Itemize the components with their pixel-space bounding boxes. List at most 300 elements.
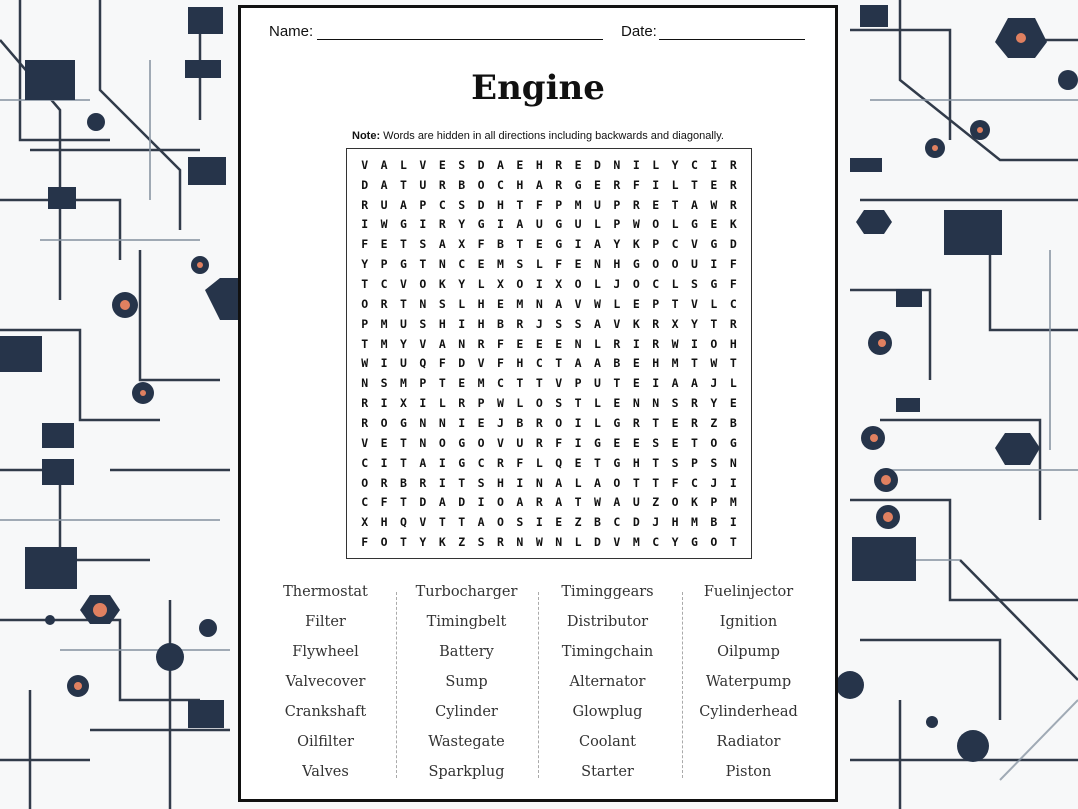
grid-letter: D: [477, 197, 485, 212]
grid-letter: F: [671, 475, 679, 490]
grid-letter: S: [419, 316, 427, 331]
grid-letter: N: [652, 396, 660, 411]
grid-letter: Y: [691, 316, 698, 331]
grid-letter: T: [691, 177, 698, 192]
word-list-item: Thermostat: [283, 584, 368, 600]
word-list-item: Valves: [302, 764, 349, 780]
grid-letter: E: [477, 257, 485, 272]
grid-letter: N: [361, 376, 369, 391]
word-list-item: Waterpump: [705, 674, 792, 690]
grid-letter: D: [361, 177, 369, 192]
grid-letter: I: [380, 455, 388, 470]
word-list-item: Glowplug: [572, 704, 643, 720]
grid-letter: Y: [613, 237, 621, 252]
grid-letter: T: [400, 435, 407, 450]
grid-letter: T: [458, 515, 466, 530]
grid-letter: Y: [458, 277, 466, 292]
grid-letter: I: [729, 475, 737, 490]
grid-letter: L: [574, 475, 582, 490]
grid-letter: G: [729, 435, 737, 450]
grid-letter: V: [419, 157, 427, 172]
grid-letter: O: [710, 336, 718, 351]
grid-letter: T: [710, 316, 718, 331]
grid-letter: I: [710, 257, 718, 272]
grid-letter: A: [419, 455, 427, 470]
grid-letter: I: [535, 277, 543, 292]
grid-letter: I: [458, 316, 466, 331]
grid-letter: B: [516, 415, 524, 430]
grid-letter: I: [380, 356, 388, 371]
grid-letter: A: [613, 495, 621, 510]
word-list-item: Wastegate: [428, 734, 505, 750]
grid-letter: Z: [710, 415, 718, 430]
grid-letter: O: [380, 415, 388, 430]
grid-letter: R: [632, 415, 640, 430]
grid-letter: P: [361, 316, 369, 331]
grid-letter: P: [613, 197, 621, 212]
grid-letter: R: [380, 296, 388, 311]
grid-letter: U: [574, 217, 582, 232]
grid-letter: K: [691, 495, 698, 510]
grid-letter: F: [380, 495, 388, 510]
grid-letter: P: [574, 376, 582, 391]
grid-letter: U: [400, 316, 407, 331]
grid-letter: U: [594, 376, 601, 391]
note-label: Note:: [352, 130, 381, 142]
grid-letter: A: [691, 197, 698, 212]
grid-letter: S: [458, 197, 466, 212]
grid-letter: N: [632, 396, 640, 411]
grid-letter: C: [691, 475, 698, 490]
grid-letter: G: [574, 177, 582, 192]
grid-letter: A: [555, 296, 563, 311]
grid-letter: L: [671, 217, 679, 232]
grid-letter: T: [400, 495, 407, 510]
grid-letter: B: [458, 177, 466, 192]
word-list-item: Filter: [305, 614, 346, 630]
grid-letter: L: [594, 277, 601, 292]
word-list-item: Valvecover: [285, 674, 366, 690]
grid-letter: E: [555, 515, 563, 530]
grid-letter: T: [516, 237, 524, 252]
grid-letter: J: [710, 376, 718, 391]
grid-letter: E: [652, 197, 660, 212]
grid-letter: R: [516, 316, 524, 331]
grid-letter: W: [594, 495, 601, 510]
word-list-item: Timingchain: [561, 644, 654, 660]
grid-letter: I: [419, 396, 427, 411]
grid-letter: R: [458, 396, 466, 411]
grid-letter: E: [438, 157, 446, 172]
grid-letter: G: [613, 415, 621, 430]
grid-letter: G: [710, 237, 718, 252]
grid-letter: E: [594, 177, 601, 192]
grid-letter: A: [555, 495, 563, 510]
grid-letter: T: [594, 455, 601, 470]
grid-letter: M: [574, 197, 582, 212]
grid-letter: L: [613, 296, 621, 311]
word-list-item: Turbocharger: [415, 584, 518, 600]
grid-letter: E: [671, 415, 679, 430]
grid-letter: V: [361, 435, 369, 450]
grid-letter: O: [380, 535, 388, 550]
grid-letter: W: [710, 356, 718, 371]
grid-letter: G: [400, 217, 407, 232]
grid-letter: G: [400, 415, 407, 430]
grid-letter: T: [361, 277, 369, 292]
grid-letter: E: [535, 336, 543, 351]
grid-letter: A: [671, 376, 679, 391]
grid-letter: O: [477, 177, 485, 192]
grid-letter: H: [380, 515, 388, 530]
grid-letter: M: [477, 376, 485, 391]
grid-letter: E: [458, 376, 466, 391]
grid-letter: E: [555, 336, 563, 351]
grid-letter: T: [691, 435, 698, 450]
grid-letter: Z: [458, 535, 466, 550]
grid-letter: T: [632, 475, 640, 490]
grid-letter: R: [691, 415, 698, 430]
grid-letter: I: [361, 217, 369, 232]
grid-letter: I: [438, 455, 446, 470]
grid-letter: X: [361, 515, 369, 530]
grid-letter: C: [361, 455, 369, 470]
grid-letter: K: [438, 277, 446, 292]
grid-letter: N: [438, 257, 446, 272]
grid-letter: F: [361, 535, 369, 550]
grid-letter: H: [516, 177, 524, 192]
grid-letter: R: [438, 217, 446, 232]
grid-letter: O: [671, 495, 679, 510]
grid-letter: W: [361, 356, 369, 371]
grid-letter: H: [516, 356, 524, 371]
grid-letter: X: [555, 277, 563, 292]
grid-letter: V: [419, 515, 427, 530]
grid-letter: Y: [671, 535, 679, 550]
grid-letter: Z: [574, 515, 582, 530]
grid-letter: A: [594, 237, 601, 252]
grid-letter: G: [477, 217, 485, 232]
grid-letter: R: [361, 415, 369, 430]
grid-letter: H: [497, 475, 504, 490]
grid-letter: C: [497, 177, 504, 192]
grid-letter: I: [691, 336, 698, 351]
grid-letter: I: [419, 217, 427, 232]
grid-letter: O: [555, 415, 563, 430]
grid-letter: H: [632, 455, 640, 470]
grid-letter: T: [400, 177, 407, 192]
word-list-item: Oilfilter: [297, 734, 354, 750]
grid-letter: K: [632, 316, 640, 331]
grid-letter: D: [458, 356, 466, 371]
grid-letter: B: [400, 475, 407, 490]
grid-letter: N: [574, 336, 582, 351]
grid-letter: N: [419, 415, 427, 430]
grid-letter: T: [438, 515, 446, 530]
grid-letter: W: [594, 296, 601, 311]
word-list-item: Crankshaft: [284, 704, 367, 720]
grid-letter: E: [380, 435, 388, 450]
grid-letter: D: [477, 157, 485, 172]
word-list-item: Oilpump: [717, 644, 780, 660]
grid-letter: P: [691, 455, 698, 470]
date-field-line[interactable]: [659, 39, 805, 40]
grid-letter: V: [574, 296, 582, 311]
grid-letter: I: [516, 475, 524, 490]
date-label: Date:: [621, 23, 657, 40]
grid-letter: X: [671, 316, 679, 331]
grid-letter: A: [555, 475, 563, 490]
grid-letter: Q: [400, 515, 407, 530]
grid-letter: N: [419, 296, 427, 311]
grid-letter: P: [652, 296, 660, 311]
grid-letter: O: [671, 257, 679, 272]
grid-letter: E: [671, 435, 679, 450]
grid-letter: E: [632, 356, 640, 371]
grid-letter: I: [632, 336, 640, 351]
grid-letter: L: [535, 257, 543, 272]
grid-letter: P: [419, 197, 427, 212]
grid-letter: O: [652, 217, 660, 232]
grid-letter: T: [729, 356, 737, 371]
grid-letter: I: [380, 396, 388, 411]
grid-letter: C: [438, 197, 446, 212]
grid-letter: Y: [419, 535, 427, 550]
grid-letter: I: [574, 237, 582, 252]
grid-letter: T: [652, 415, 660, 430]
grid-letter: T: [613, 376, 621, 391]
grid-letter: A: [594, 316, 601, 331]
grid-letter: B: [497, 237, 504, 252]
grid-letter: H: [438, 316, 446, 331]
grid-letter: U: [380, 197, 388, 212]
grid-letter: F: [438, 356, 446, 371]
grid-letter: K: [729, 217, 737, 232]
grid-letter: C: [361, 495, 369, 510]
grid-letter: G: [691, 535, 698, 550]
grid-letter: T: [419, 257, 427, 272]
grid-letter: A: [594, 356, 601, 371]
grid-letter: L: [400, 157, 407, 172]
grid-letter: I: [477, 495, 485, 510]
grid-letter: R: [361, 197, 369, 212]
grid-letter: L: [729, 376, 737, 391]
grid-letter: H: [497, 197, 504, 212]
grid-letter: G: [400, 257, 407, 272]
grid-letter: A: [400, 197, 407, 212]
grid-letter: M: [691, 515, 698, 530]
grid-letter: I: [574, 415, 582, 430]
grid-letter: D: [419, 495, 427, 510]
grid-letter: H: [671, 515, 679, 530]
grid-letter: R: [691, 396, 698, 411]
grid-letter: E: [632, 296, 640, 311]
grid-letter: T: [516, 197, 524, 212]
grid-letter: S: [380, 376, 388, 391]
grid-letter: A: [380, 157, 388, 172]
grid-letter: B: [497, 316, 504, 331]
grid-letter: M: [632, 535, 640, 550]
grid-letter: V: [613, 316, 621, 331]
grid-letter: L: [710, 296, 718, 311]
grid-letter: F: [535, 197, 543, 212]
grid-letter: Z: [652, 495, 660, 510]
grid-letter: J: [710, 475, 718, 490]
grid-letter: N: [613, 157, 621, 172]
grid-letter: G: [613, 455, 621, 470]
grid-letter: C: [458, 257, 466, 272]
grid-letter: O: [710, 535, 718, 550]
grid-letter: N: [535, 475, 543, 490]
grid-letter: X: [400, 396, 407, 411]
grid-letter: D: [729, 237, 737, 252]
grid-letter: N: [438, 415, 446, 430]
grid-letter: O: [438, 435, 446, 450]
grid-letter: I: [710, 157, 718, 172]
grid-letter: T: [400, 535, 407, 550]
grid-letter: T: [574, 495, 582, 510]
grid-letter: R: [419, 475, 427, 490]
grid-letter: G: [594, 435, 601, 450]
grid-letter: B: [594, 515, 601, 530]
grid-letter: R: [729, 316, 737, 331]
grid-letter: R: [535, 415, 543, 430]
grid-letter: U: [594, 197, 601, 212]
grid-letter: G: [691, 217, 698, 232]
word-list-item: Radiator: [716, 734, 781, 750]
word-list-item: Coolant: [578, 734, 636, 750]
grid-letter: U: [400, 356, 407, 371]
grid-letter: U: [691, 257, 698, 272]
grid-letter: S: [671, 396, 679, 411]
grid-letter: T: [400, 296, 407, 311]
grid-letter: L: [458, 296, 466, 311]
word-list-item: Timingbelt: [426, 614, 507, 630]
grid-letter: L: [516, 396, 524, 411]
grid-letter: U: [632, 495, 640, 510]
grid-letter: Q: [555, 455, 563, 470]
grid-letter: G: [555, 237, 563, 252]
grid-letter: E: [516, 157, 524, 172]
grid-letter: M: [380, 336, 388, 351]
grid-letter: J: [497, 415, 504, 430]
grid-letter: U: [419, 177, 427, 192]
grid-letter: V: [497, 435, 504, 450]
grid-letter: A: [477, 515, 485, 530]
grid-letter: E: [574, 455, 582, 470]
grid-letter: F: [361, 237, 369, 252]
word-list-item: Sump: [445, 674, 488, 690]
grid-letter: P: [477, 396, 485, 411]
word-list-item: Cylinderhead: [699, 704, 798, 720]
grid-letter: N: [555, 535, 563, 550]
grid-letter: E: [477, 415, 485, 430]
grid-letter: E: [535, 237, 543, 252]
grid-letter: O: [361, 475, 369, 490]
grid-letter: T: [438, 376, 446, 391]
grid-letter: N: [729, 455, 737, 470]
instructions-note: [241, 130, 835, 142]
grid-letter: L: [438, 396, 446, 411]
grid-letter: E: [516, 336, 524, 351]
grid-letter: A: [497, 157, 504, 172]
grid-letter: K: [632, 237, 640, 252]
grid-letter: G: [632, 257, 640, 272]
grid-letter: V: [477, 356, 485, 371]
grid-letter: T: [671, 296, 679, 311]
grid-letter: V: [691, 296, 698, 311]
grid-letter: F: [497, 356, 504, 371]
grid-letter: R: [652, 316, 660, 331]
grid-letter: U: [516, 435, 524, 450]
grid-letter: R: [535, 435, 543, 450]
grid-letter: H: [535, 157, 543, 172]
grid-letter: R: [613, 336, 621, 351]
grid-letter: C: [477, 455, 485, 470]
grid-letter: E: [613, 396, 621, 411]
grid-letter: M: [671, 356, 679, 371]
grid-letter: X: [497, 277, 504, 292]
grid-letter: U: [535, 217, 543, 232]
grid-letter: R: [380, 475, 388, 490]
word-list-item: Starter: [581, 764, 634, 780]
grid-letter: V: [361, 157, 369, 172]
grid-letter: H: [729, 336, 737, 351]
grid-letter: T: [574, 396, 582, 411]
letter-grid: [346, 148, 752, 559]
grid-letter: W: [380, 217, 388, 232]
grid-letter: L: [535, 455, 543, 470]
grid-letter: L: [594, 415, 601, 430]
grid-letter: I: [535, 515, 543, 530]
grid-letter: L: [652, 157, 660, 172]
grid-letter: E: [632, 435, 640, 450]
grid-letter: S: [516, 257, 524, 272]
grid-letter: L: [594, 336, 601, 351]
grid-letter: A: [535, 177, 543, 192]
grid-letter: I: [458, 415, 466, 430]
grid-letter: R: [361, 396, 369, 411]
grid-letter: P: [710, 495, 718, 510]
grid-letter: R: [438, 177, 446, 192]
grid-letter: E: [729, 396, 737, 411]
grid-letter: L: [574, 535, 582, 550]
grid-letter: S: [438, 296, 446, 311]
grid-letter: O: [632, 277, 640, 292]
grid-letter: R: [632, 197, 640, 212]
grid-letter: L: [671, 177, 679, 192]
grid-letter: M: [729, 495, 737, 510]
grid-letter: J: [613, 277, 621, 292]
grid-letter: A: [438, 495, 446, 510]
grid-letter: Y: [710, 396, 718, 411]
word-list-item: Alternator: [569, 674, 646, 690]
word-list-item: Distributor: [566, 614, 649, 630]
grid-letter: B: [729, 415, 737, 430]
grid-letter: D: [594, 535, 601, 550]
word-list-item: Ignition: [719, 614, 778, 630]
grid-letter: F: [497, 336, 504, 351]
grid-letter: O: [710, 435, 718, 450]
grid-letter: H: [652, 356, 660, 371]
grid-letter: A: [516, 495, 524, 510]
grid-letter: I: [438, 475, 446, 490]
grid-letter: N: [458, 336, 466, 351]
grid-letter: H: [477, 296, 485, 311]
name-field-line[interactable]: [317, 39, 603, 40]
grid-letter: P: [555, 197, 563, 212]
grid-letter: A: [574, 356, 582, 371]
